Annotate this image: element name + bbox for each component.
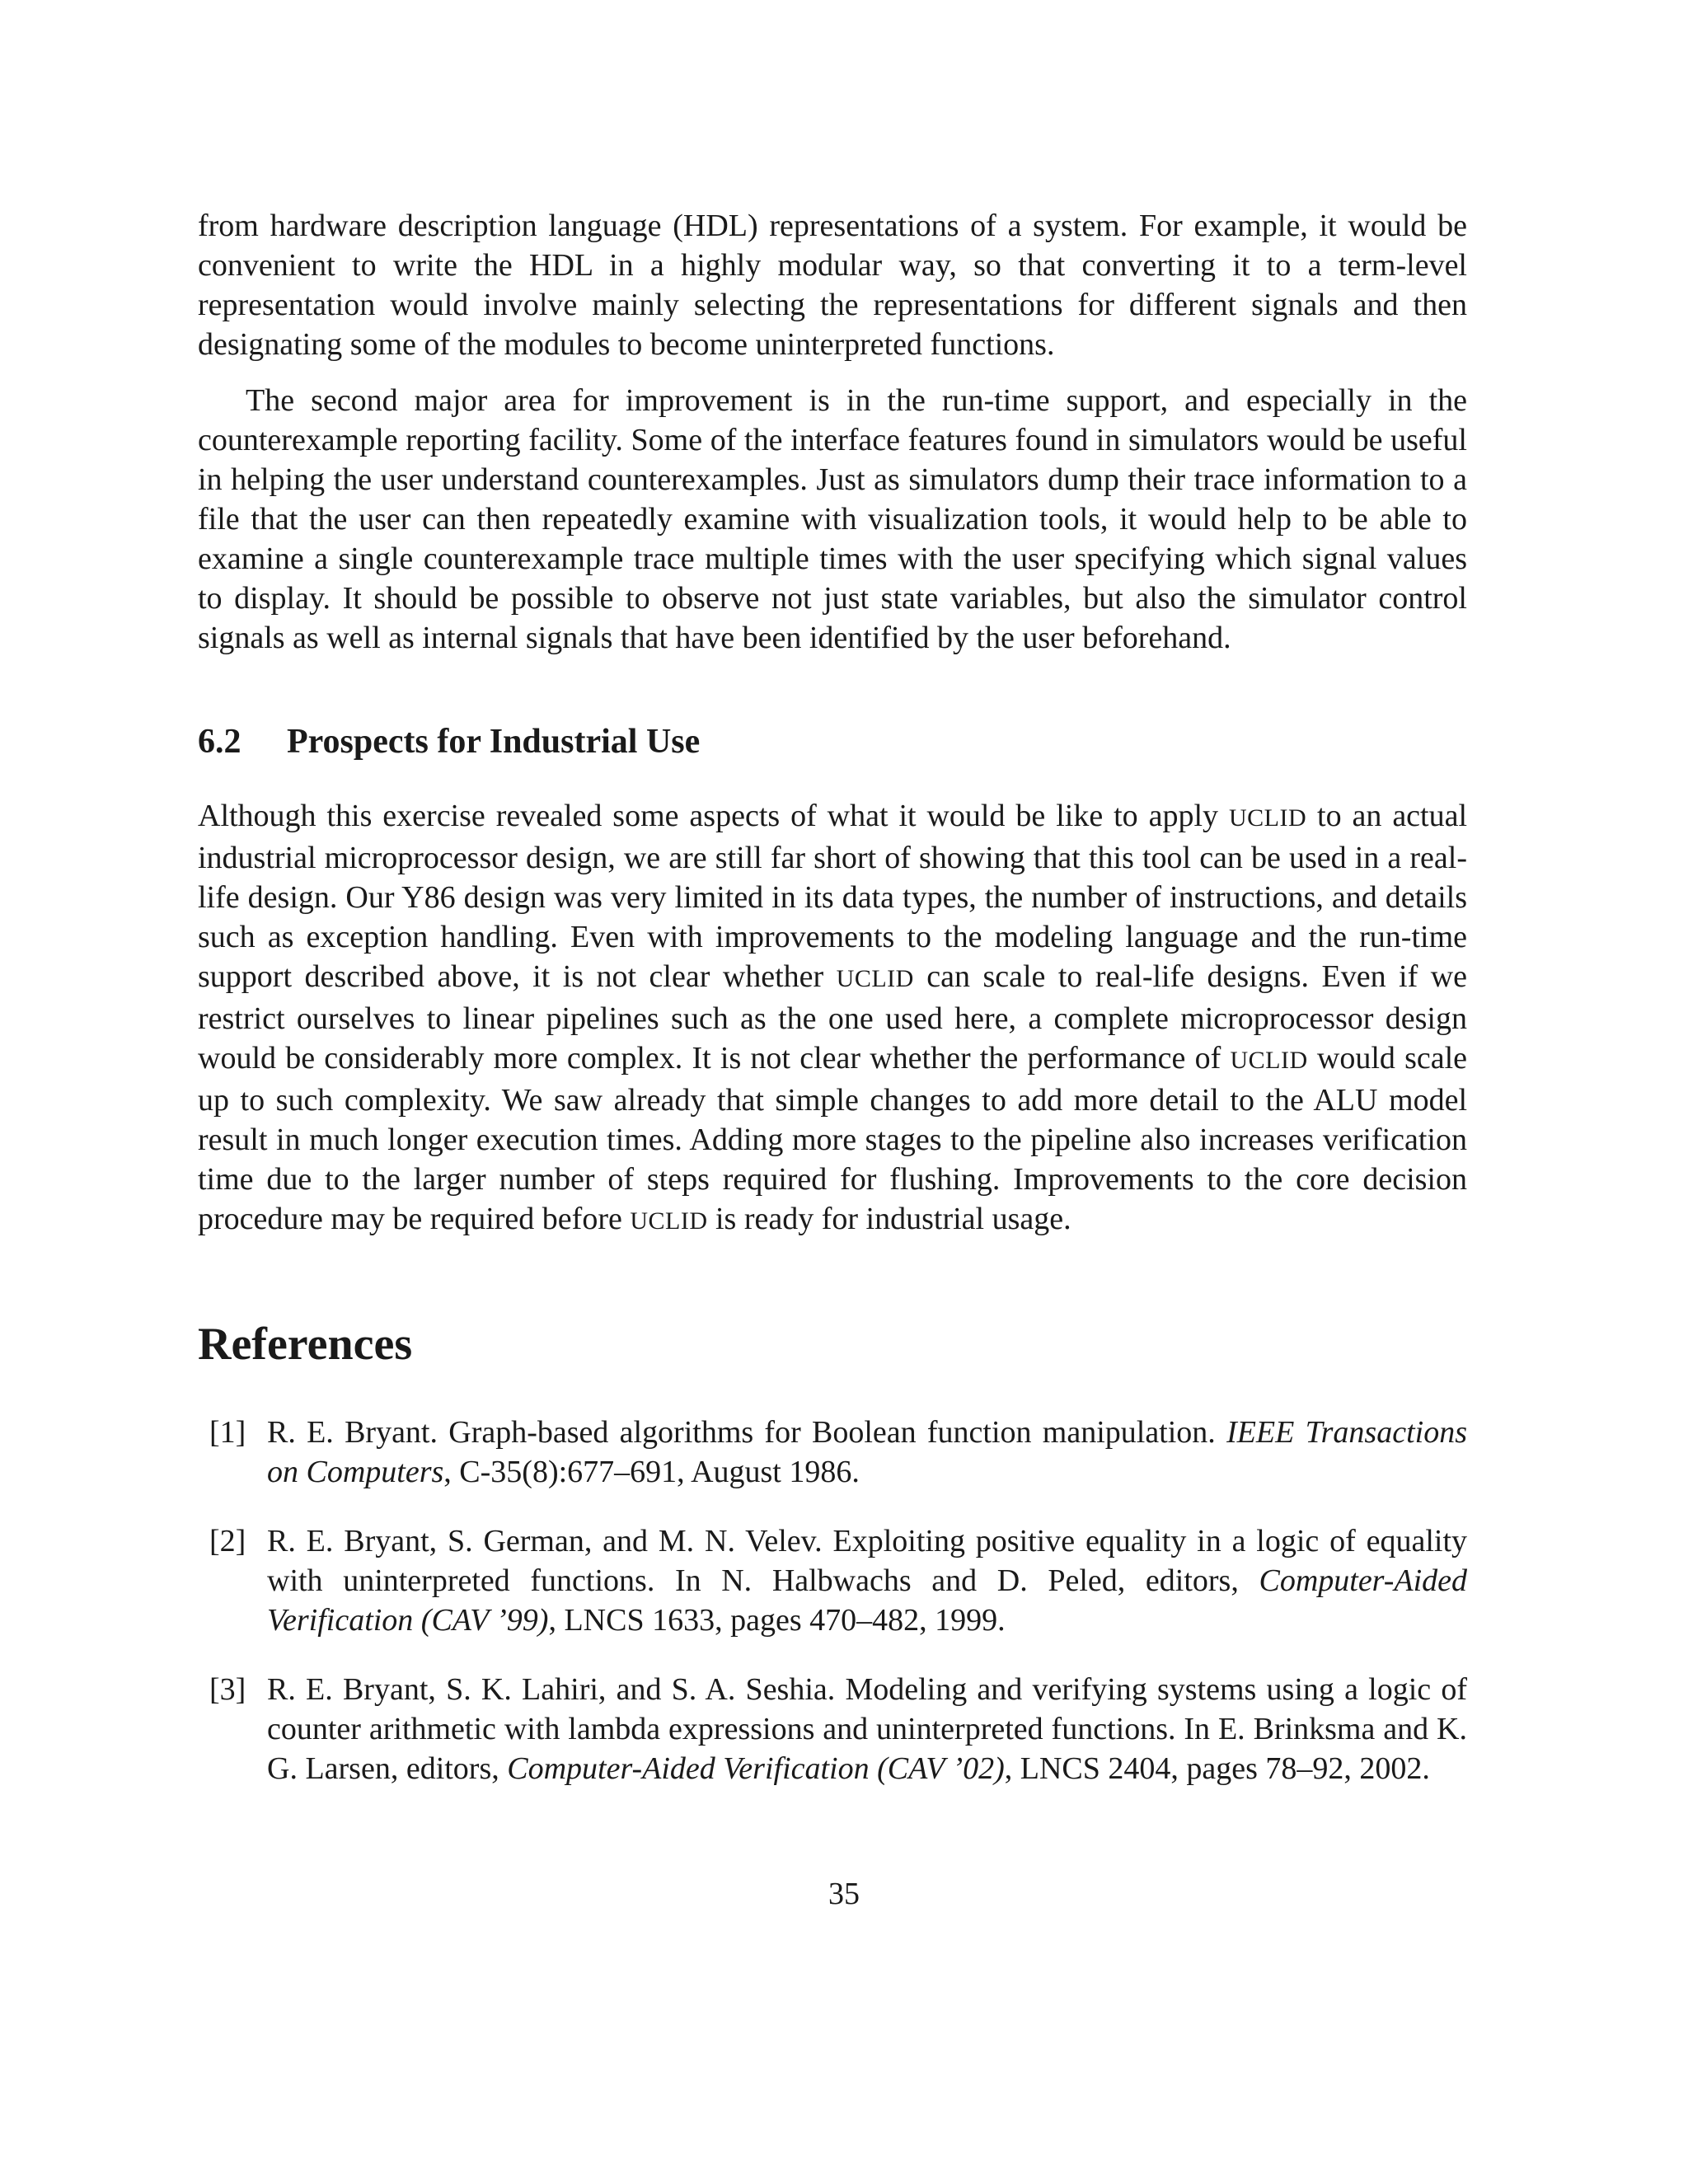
tool-name: UCLID [836, 965, 914, 992]
text-run: to an actual industrial microprocessor design, we are still far short of showing that this tool can be used in a real-life design. Our Y86 design was very limited in its data types, the number of instructions, and details such as exception handling. Even with improvements to the modeling language and the run-time support described above, it is not clear whether [198, 799, 1468, 994]
reference-text: R. E. Bryant. Graph-based algorithms for Boolean function manipulation. [267, 1415, 1227, 1450]
tool-name: UCLID [1230, 1047, 1308, 1074]
reference-label: [1] [209, 1415, 246, 1450]
reference-label: [3] [209, 1672, 246, 1707]
section-title: Prospects for Industrial Use [287, 723, 701, 761]
reference-venue: Computer-Aided Verification (CAV ’99) [267, 1563, 1467, 1638]
reference-text: R. E. Bryant, S. K. Lahiri, and S. A. Seshia. Modeling and verifying systems using a logic of counter arithmetic with lambda expressions and uninterpreted functions. In E. Brinksma and K. G. Larsen, editors, [267, 1672, 1467, 1786]
tool-name: UCLID [630, 1207, 708, 1235]
reference-item [198, 1521, 1467, 1640]
text-run: can scale to real-life designs. Even if we restrict ourselves to linear pipelines such as the one used here, a complete microprocessor design would be considerably more complex. It is not clear whether the performance of [198, 959, 1468, 1076]
tool-name: UCLID [1228, 804, 1307, 832]
page-body [198, 206, 1467, 1818]
reference-item [198, 1670, 1467, 1788]
section-heading [198, 720, 1467, 763]
reference-list [198, 1413, 1467, 1788]
page-number: 35 [828, 1877, 860, 1911]
reference-text: , LNCS 2404, pages 78–92, 2002. [1004, 1751, 1430, 1786]
text-run: is ready for industrial usage. [715, 1202, 1071, 1236]
reference-label: [2] [209, 1524, 246, 1558]
reference-item [198, 1413, 1467, 1492]
reference-text: R. E. Bryant, S. German, and M. N. Velev. Exploiting positive equality in a logic of equality with uninterpreted functions. In N. Halbwachs and D. Peled, editors, [267, 1524, 1467, 1598]
paragraph-runtime-support: The second major area for improvement is in the run-time support, and especially in the counterexample reporting facility. Some of the interface features found in simulators would be useful in helping the user understand counterexamples. Just as simulators dump their trace information to a file that the user can then repeatedly examine with visualization tools, it would help to be able to examine a single counterexample trace multiple times with the user specifying which signal values to display. It should be possible to observe not just state variables, but also the simulator control signals as well as internal signals that have been identified by the user beforehand. [198, 383, 1467, 655]
references-heading: References [198, 1319, 413, 1370]
text-run: would scale up to such complexity. We saw already that simple changes to add more detail to the ALU model result in much longer execution times. Adding more stages to the pipeline also increases verification time due to the larger number of steps required for flushing. Improvements to the core decision procedure may be required before [198, 1041, 1468, 1236]
reference-venue: Computer-Aided Verification (CAV ’02) [507, 1751, 1005, 1786]
reference-text: , LNCS 1633, pages 470–482, 1999. [548, 1603, 1006, 1638]
text-run: Although this exercise revealed some aspects of what it would be like to apply [198, 799, 1219, 833]
paragraph-hdl: from hardware description language (HDL) representations of a system. For example, it would be convenient to write the HDL in a highly modular way, so that converting it to a term-level representation would involve mainly selecting the representations for different signals and then designating some of the modules to become uninterpreted functions. [198, 209, 1467, 362]
paragraph-industrial-use [198, 796, 1467, 1241]
section-number: 6.2 [198, 723, 241, 761]
reference-venue: IEEE Transactions on Computers [267, 1415, 1467, 1489]
reference-text: , C-35(8):677–691, August 1986. [443, 1455, 860, 1489]
